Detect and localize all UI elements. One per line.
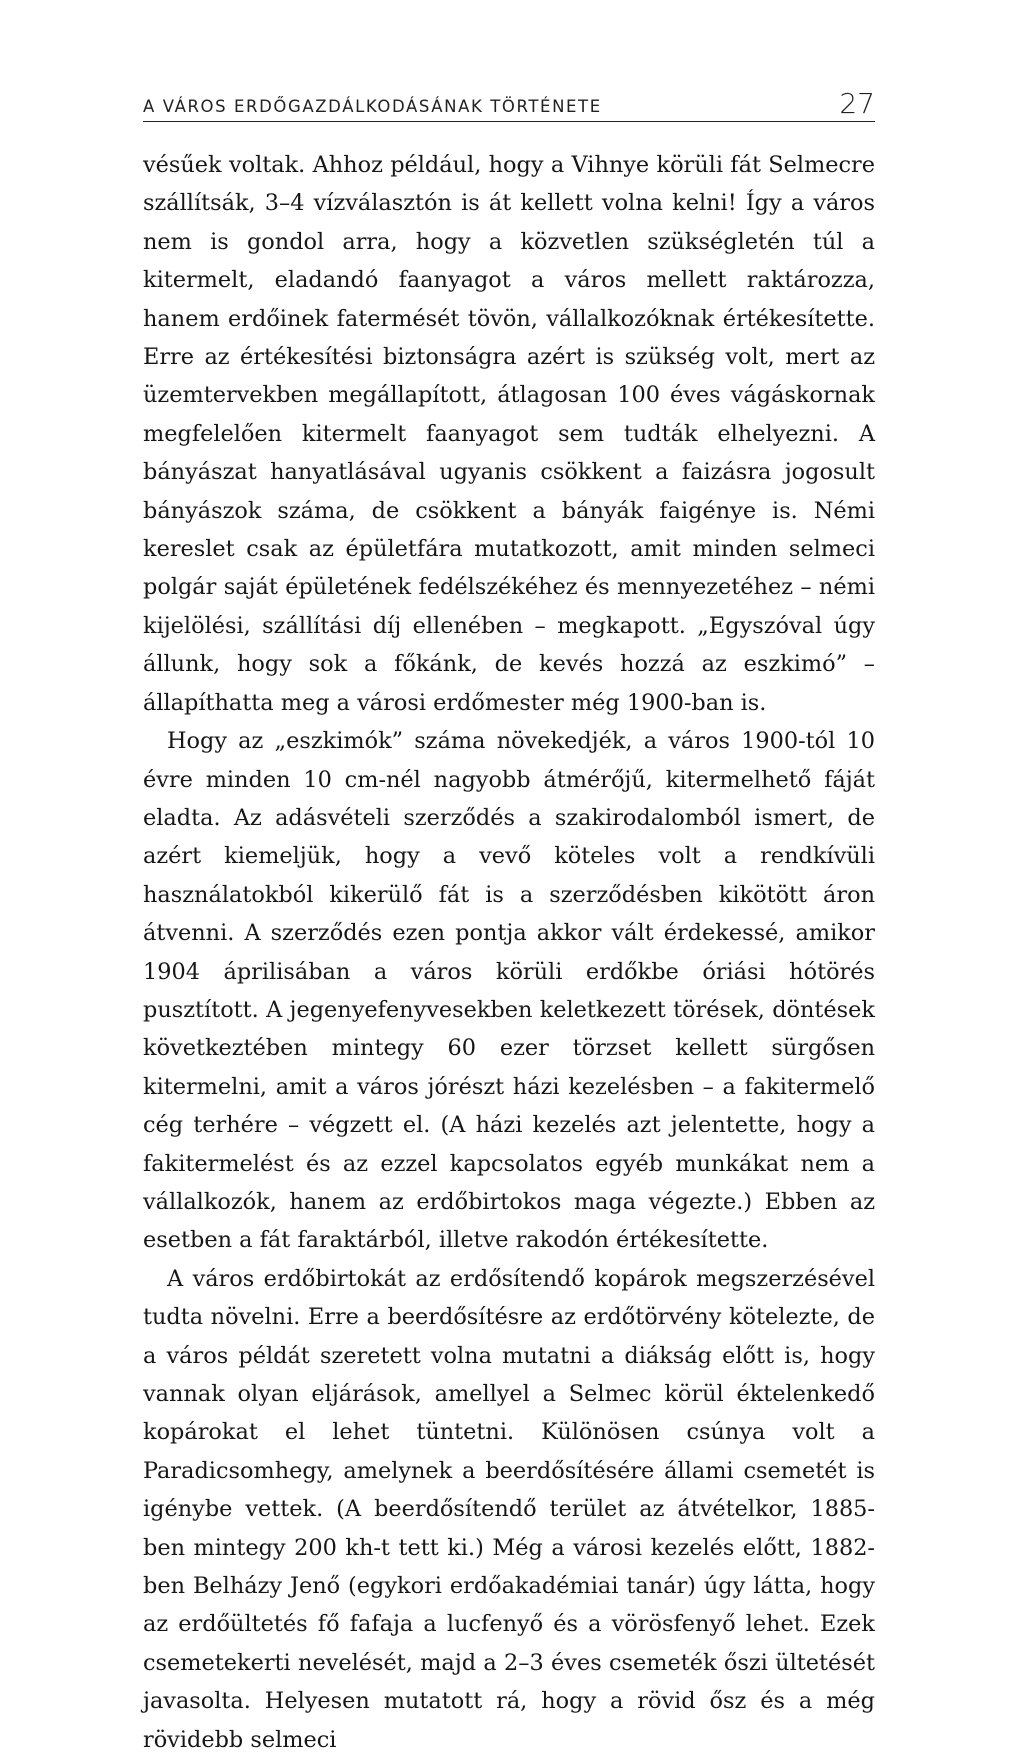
running-header-title: A VÁROS ERDŐGAZDÁLKODÁSÁNAK TÖRTÉNETE [143, 97, 602, 116]
page-number: 27 [839, 87, 875, 120]
paragraph-2: Hogy az „eszkimók” száma növekedjék, a város 1900-tól 10 évre minden 10 cm-nél nagyobb átmérőjű, kitermelhető fáját eladta. Az adásvételi szerződés a szakirodalomból ismert, de azért kiemeljük, hogy a vevő köteles volt a rendkívüli használatokból kikerülő fát is a szerződésben kikötött áron átvenni. A szerződés ezen pontja akkor vált érdekessé, amikor 1904 áprilisában a város körüli erdőkbe óriási hótörés pusztított. A jegenyefenyvesekben keletkezett törések, döntések következtében mintegy 60 ezer törzset kellett sürgősen kitermelni, amit a város jórészt házi kezelésben – a fakitermelő cég terhére – végzett el. (A házi kezelés azt jelentette, hogy a fakitermelést és az ezzel kapcsolatos egyéb munkákat nem a vállalkozók, hanem az erdőbirtokos maga végezte.) Ebben az esetben a fát faraktárból, illetve rakodón értékesítette. [143, 728, 875, 1254]
running-header [143, 72, 875, 122]
book-page [143, 72, 875, 1759]
paragraph-3: A város erdőbirtokát az erdősítendő kopárok megszerzésével tudta növelni. Erre a beerdősítésre az erdőtörvény kötelezte, de a város példát szeretett volna mutatni a diákság előtt is, hogy vannak olyan eljárások, amellyel a Selmec körül éktelenkedő kopárokat el lehet tüntetni. Különösen csúnya volt a Paradicsomhegy, amelynek a beerdősítésére állami csemetét is igénybe vettek. (A beerdősítendő terület az átvételkor, 1885-ben mintegy 200 kh-t tett ki.) Még a városi kezelés előtt, 1882-ben Belházy Jenő (egykori erdőakadémiai tanár) úgy látta, hogy az erdőültetés fő fafaja a lucfenyő és a vörösfenyő lehet. Ezek csemetekerti nevelését, majd a 2–3 éves csemeték őszi ültetését javasolta. Helyesen mutatott rá, hogy a rövid ősz és a még rövidebb selmeci [143, 1265, 875, 1753]
body-text [143, 146, 875, 1759]
paragraph-1: vésűek voltak. Ahhoz például, hogy a Vihnye körüli fát Selmecre szállítsák, 3–4 vízválasztón is át kellett volna kelni! Így a város nem is gondol arra, hogy a közvetlen szükségletén túl a kitermelt, eladandó faanyagot a város mellett raktározza, hanem erdőinek fatermését tövön, vállalkozóknak értékesítette. Erre az értékesítési biztonságra azért is szükség volt, mert az üzemtervekben megállapított, átlagosan 100 éves vágáskornak megfelelően kitermelt faanyagot sem tudták elhelyezni. A bányászat hanyatlásával ugyanis csökkent a faizásra jogosult bányászok száma, de csökkent a bányák faigénye is. Némi kereslet csak az épületfára mutatkozott, amit minden selmeci polgár saját épületének fedélszékéhez és mennyezetéhez – némi kijelölési, szállítási díj ellenében – megkapott. „Egyszóval úgy állunk, hogy sok a főkánk, de kevés hozzá az eszkimó” – állapíthatta meg a városi erdőmester még 1900-ban is. [143, 152, 875, 716]
